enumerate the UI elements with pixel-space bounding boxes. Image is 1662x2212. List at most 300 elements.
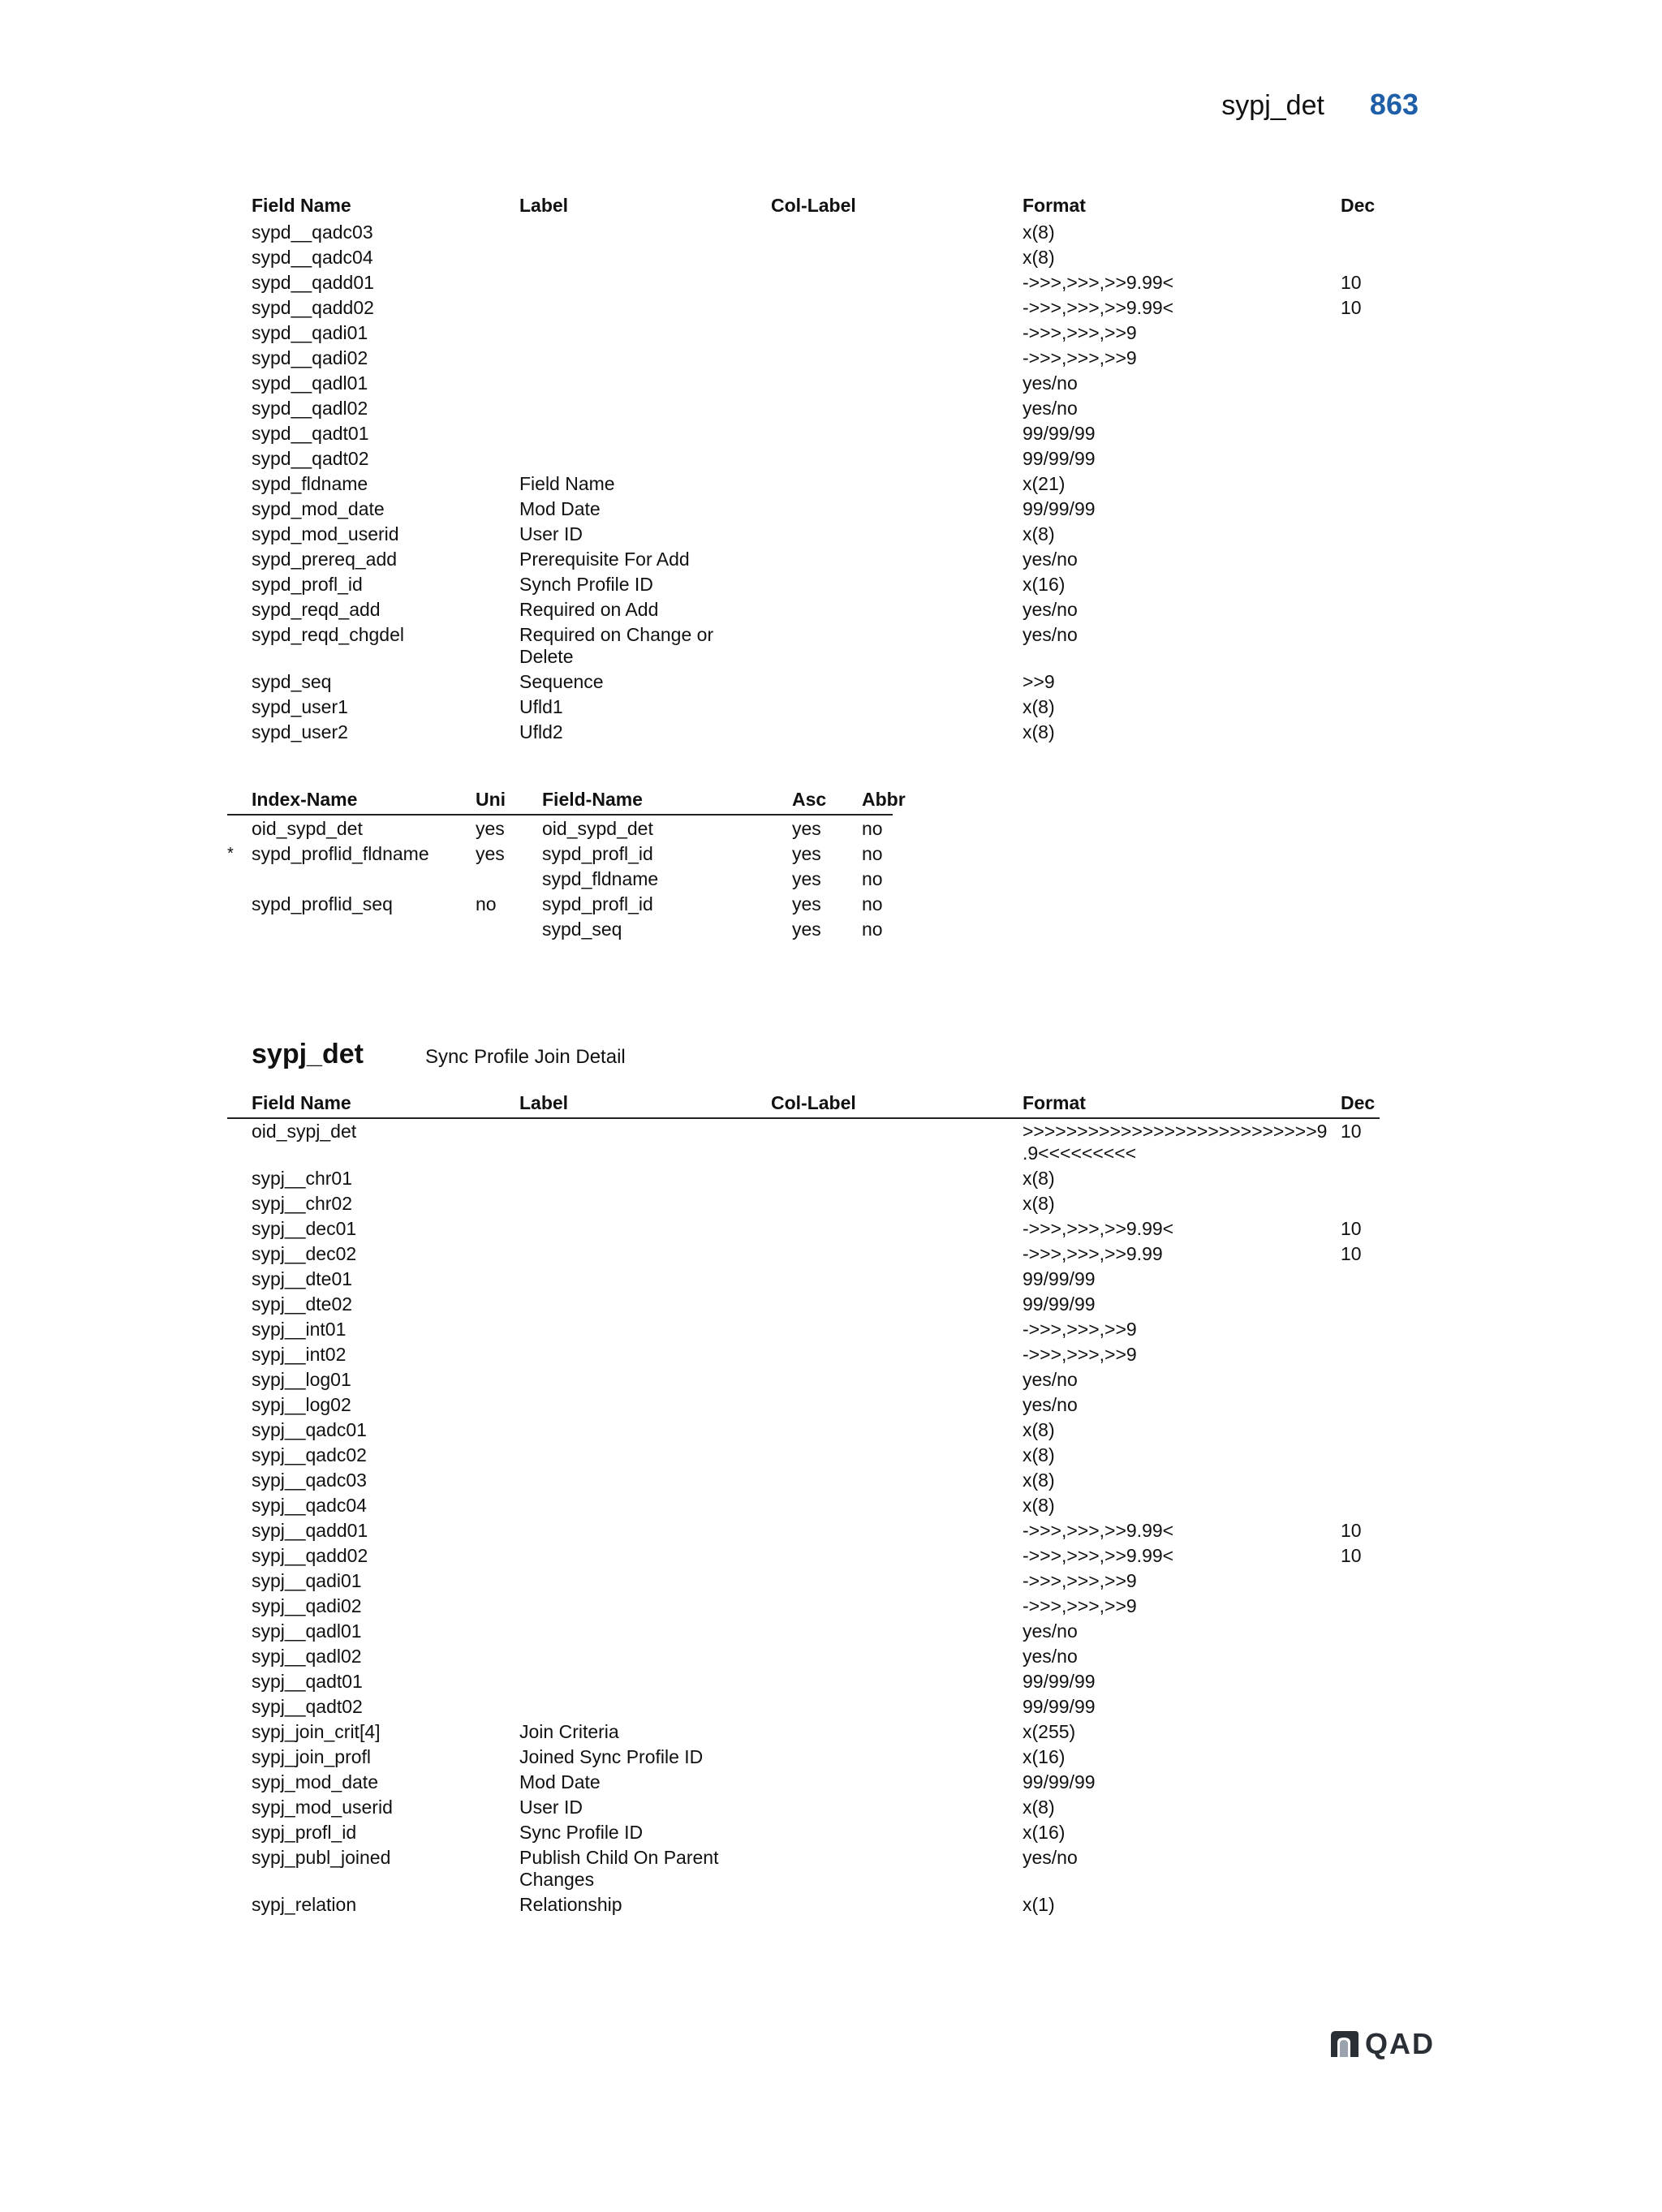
index-name-cell bbox=[227, 815, 451, 841]
table-row bbox=[227, 1594, 1380, 1619]
table-row bbox=[227, 1342, 1380, 1367]
col-label-cell bbox=[747, 1694, 998, 1719]
table-row bbox=[227, 622, 1380, 669]
format-cell: >>9 bbox=[1023, 671, 1055, 692]
dec-cell bbox=[1316, 1719, 1380, 1745]
dec-cell bbox=[1316, 1392, 1380, 1418]
label-cell bbox=[495, 295, 747, 321]
label-cell bbox=[495, 245, 747, 270]
col-label-cell bbox=[747, 622, 998, 669]
unique-cell: yes bbox=[476, 818, 505, 839]
dec-cell bbox=[1316, 1267, 1380, 1292]
table-row bbox=[227, 1166, 1380, 1191]
col-label-cell bbox=[747, 295, 998, 321]
format-cell: yes/no bbox=[1023, 1646, 1078, 1667]
field-name-cell: sypj__qadt01 bbox=[252, 1671, 363, 1692]
asc-cell: yes bbox=[792, 843, 821, 864]
table-row bbox=[227, 597, 1380, 622]
dec-cell: 10 bbox=[1341, 1121, 1362, 1142]
label-cell bbox=[495, 396, 747, 421]
index-row bbox=[227, 841, 893, 867]
col-label-cell bbox=[747, 1594, 998, 1619]
abbr-cell: no bbox=[862, 843, 883, 864]
table-row bbox=[227, 1493, 1380, 1518]
format-cell: ->>>,>>>,>>9.99< bbox=[1023, 297, 1174, 318]
qad-logo bbox=[1328, 2027, 1435, 2061]
field-name-cell: sypj__chr01 bbox=[252, 1168, 353, 1189]
dec-cell bbox=[1316, 1468, 1380, 1493]
label-cell bbox=[495, 1543, 747, 1569]
index-name-text: sypd_proflid_seq bbox=[252, 893, 393, 914]
col-label-cell bbox=[747, 446, 998, 471]
label-cell bbox=[495, 1694, 747, 1719]
table-row bbox=[227, 421, 1380, 446]
dec-cell bbox=[1316, 1166, 1380, 1191]
table-row bbox=[227, 1267, 1380, 1292]
field-name-cell: sypj__qadc01 bbox=[252, 1419, 367, 1440]
col-label-cell bbox=[747, 1795, 998, 1820]
field-name-cell: sypj__qadl02 bbox=[252, 1646, 362, 1667]
col-label-cell bbox=[747, 346, 998, 371]
format-cell: x(16) bbox=[1023, 1822, 1066, 1843]
dec-cell bbox=[1316, 720, 1380, 745]
format-cell: 99/99/99 bbox=[1023, 423, 1096, 444]
table-row bbox=[227, 396, 1380, 421]
col-label-cell bbox=[747, 396, 998, 421]
field-name-cell: sypd_reqd_chgdel bbox=[252, 624, 404, 645]
table-row bbox=[227, 1367, 1380, 1392]
label-cell: Mod Date bbox=[519, 498, 601, 519]
field-name-cell: sypj__dec01 bbox=[252, 1218, 357, 1239]
field-name-cell: sypd__qadl01 bbox=[252, 372, 368, 394]
field-table-sypd bbox=[227, 195, 1380, 745]
format-cell: ->>>,>>>,>>9 bbox=[1023, 322, 1137, 343]
field-name-cell: sypj__qadi02 bbox=[252, 1595, 362, 1616]
format-cell: x(8) bbox=[1023, 1797, 1055, 1818]
col-header-dec: Dec bbox=[1316, 1092, 1380, 1118]
dec-cell: 10 bbox=[1341, 1520, 1362, 1541]
label-cell bbox=[495, 1267, 747, 1292]
field-name-cell: sypd__qadi02 bbox=[252, 347, 368, 368]
dec-cell bbox=[1316, 321, 1380, 346]
col-label-cell bbox=[747, 1367, 998, 1392]
table-header-row bbox=[227, 1092, 1380, 1118]
format-cell: 99/99/99 bbox=[1023, 448, 1096, 469]
format-cell: x(16) bbox=[1023, 1746, 1066, 1767]
dec-cell: 10 bbox=[1341, 297, 1362, 318]
table-row bbox=[227, 1518, 1380, 1543]
label-cell bbox=[495, 446, 747, 471]
field-name-cell: sypj__dte02 bbox=[252, 1293, 353, 1315]
asc-cell: yes bbox=[792, 868, 821, 889]
qad-logo-icon bbox=[1328, 2029, 1360, 2059]
table-row bbox=[227, 1392, 1380, 1418]
table-row bbox=[227, 321, 1380, 346]
format-cell: x(8) bbox=[1023, 721, 1055, 742]
col-label-cell bbox=[747, 1619, 998, 1644]
dec-cell bbox=[1316, 1795, 1380, 1820]
unique-cell: no bbox=[476, 893, 497, 914]
dec-cell bbox=[1316, 1669, 1380, 1694]
format-cell: 99/99/99 bbox=[1023, 1293, 1096, 1315]
dec-cell bbox=[1316, 497, 1380, 522]
table-row bbox=[227, 1892, 1380, 1917]
label-cell bbox=[495, 1443, 747, 1468]
col-label-cell bbox=[747, 321, 998, 346]
table-row bbox=[227, 720, 1380, 745]
table-row bbox=[227, 1317, 1380, 1342]
dec-cell bbox=[1316, 421, 1380, 446]
dec-cell: 10 bbox=[1341, 272, 1362, 293]
dec-cell bbox=[1316, 1619, 1380, 1644]
format-cell: ->>>,>>>,>>9 bbox=[1023, 347, 1137, 368]
label-cell: Publish Child On Parent Changes bbox=[519, 1847, 719, 1890]
abbr-cell: no bbox=[862, 893, 883, 914]
col-label-cell bbox=[747, 1118, 998, 1166]
field-name-cell: sypd_profl_id bbox=[252, 574, 363, 595]
format-cell: ->>>,>>>,>>9.99< bbox=[1023, 1545, 1174, 1566]
table-row bbox=[227, 547, 1380, 572]
format-cell: x(8) bbox=[1023, 1193, 1055, 1214]
format-cell: 99/99/99 bbox=[1023, 1696, 1096, 1717]
col-header-col-label: Col-Label bbox=[771, 195, 856, 216]
table-row bbox=[227, 572, 1380, 597]
table-row bbox=[227, 497, 1380, 522]
label-cell: Synch Profile ID bbox=[519, 574, 653, 595]
col-header-uni: Uni bbox=[451, 787, 518, 815]
abbr-cell: no bbox=[862, 868, 883, 889]
label-cell bbox=[495, 1669, 747, 1694]
label-cell bbox=[495, 1191, 747, 1216]
format-cell: ->>>,>>>,>>9.99 bbox=[1023, 1243, 1163, 1264]
col-label-cell bbox=[747, 1493, 998, 1518]
label-cell: Ufld2 bbox=[519, 721, 563, 742]
col-label-cell bbox=[747, 522, 998, 547]
dec-cell bbox=[1316, 1367, 1380, 1392]
col-label-cell bbox=[747, 1892, 998, 1917]
unique-cell: yes bbox=[476, 843, 505, 864]
table-row bbox=[227, 446, 1380, 471]
field-name-cell: sypd__qadt01 bbox=[252, 423, 369, 444]
table-row bbox=[227, 1719, 1380, 1745]
col-header-format: Format bbox=[998, 1092, 1316, 1118]
col-label-cell bbox=[747, 1443, 998, 1468]
format-cell: yes/no bbox=[1023, 398, 1078, 419]
field-name-cell: sypj__dec02 bbox=[252, 1243, 357, 1264]
page-header bbox=[1221, 88, 1419, 122]
table-row bbox=[227, 471, 1380, 497]
col-label-cell bbox=[747, 371, 998, 396]
format-cell: x(21) bbox=[1023, 473, 1066, 494]
table-row bbox=[227, 1569, 1380, 1594]
field-name-cell: sypj_join_crit[4] bbox=[252, 1721, 381, 1742]
table-row bbox=[227, 1745, 1380, 1770]
col-label-cell bbox=[747, 1845, 998, 1892]
dec-cell bbox=[1316, 522, 1380, 547]
index-table bbox=[227, 787, 906, 942]
label-cell bbox=[495, 1468, 747, 1493]
col-label-cell bbox=[747, 270, 998, 295]
col-label-cell bbox=[747, 1518, 998, 1543]
field-name-cell: sypd_seq bbox=[252, 671, 332, 692]
field-name-cell: sypj__dte01 bbox=[252, 1268, 353, 1289]
col-header-dec: Dec bbox=[1341, 195, 1376, 216]
table-row bbox=[227, 1191, 1380, 1216]
index-field-cell: oid_sypd_det bbox=[542, 818, 653, 839]
format-cell: 99/99/99 bbox=[1023, 498, 1096, 519]
label-cell bbox=[495, 1118, 747, 1166]
col-label-cell bbox=[747, 1543, 998, 1569]
field-name-cell: sypj__int01 bbox=[252, 1319, 347, 1340]
col-header-field-name: Field Name bbox=[252, 195, 351, 216]
field-name-cell: sypd_mod_date bbox=[252, 498, 385, 519]
col-label-cell bbox=[747, 1669, 998, 1694]
field-name-cell: sypd__qadc04 bbox=[252, 247, 373, 268]
label-cell bbox=[495, 1392, 747, 1418]
label-cell: Sequence bbox=[519, 671, 604, 692]
col-label-cell bbox=[747, 695, 998, 720]
label-cell: User ID bbox=[519, 523, 583, 544]
table-row bbox=[227, 1669, 1380, 1694]
format-cell: x(8) bbox=[1023, 1444, 1055, 1465]
col-header-field-name: Field-Name bbox=[518, 787, 768, 815]
col-label-cell bbox=[747, 1292, 998, 1317]
table-row bbox=[227, 346, 1380, 371]
format-cell: ->>>,>>>,>>9 bbox=[1023, 1319, 1137, 1340]
label-cell bbox=[495, 1619, 747, 1644]
col-label-cell bbox=[747, 1418, 998, 1443]
format-cell: ->>>,>>>,>>9.99< bbox=[1023, 272, 1174, 293]
format-cell: ->>>,>>>,>>9.99< bbox=[1023, 1520, 1174, 1541]
field-name-cell: sypj_profl_id bbox=[252, 1822, 357, 1843]
field-name-cell: sypd_mod_userid bbox=[252, 523, 399, 544]
dec-cell bbox=[1316, 1745, 1380, 1770]
format-cell: yes/no bbox=[1023, 372, 1078, 394]
unique-cell bbox=[451, 867, 518, 892]
col-label-cell bbox=[747, 1468, 998, 1493]
format-cell: x(255) bbox=[1023, 1721, 1076, 1742]
label-cell: Joined Sync Profile ID bbox=[519, 1746, 704, 1767]
field-name-cell: sypd__qadi01 bbox=[252, 322, 368, 343]
col-label-cell bbox=[747, 1267, 998, 1292]
dec-cell bbox=[1316, 1845, 1380, 1892]
index-name-cell bbox=[227, 867, 451, 892]
table-row bbox=[227, 522, 1380, 547]
format-cell: x(8) bbox=[1023, 696, 1055, 717]
table-row bbox=[227, 1418, 1380, 1443]
label-cell: Sync Profile ID bbox=[519, 1822, 644, 1843]
field-name-cell: sypj_relation bbox=[252, 1894, 357, 1915]
running-title: sypj_det bbox=[1221, 90, 1324, 121]
field-name-cell: sypj_mod_date bbox=[252, 1771, 378, 1792]
label-cell bbox=[495, 1644, 747, 1669]
table-row bbox=[227, 1543, 1380, 1569]
col-header-field-name: Field Name bbox=[227, 1092, 495, 1118]
dec-cell bbox=[1316, 371, 1380, 396]
label-cell: Join Criteria bbox=[519, 1721, 619, 1742]
col-header-col-label: Col-Label bbox=[747, 1092, 998, 1118]
dec-cell bbox=[1316, 1694, 1380, 1719]
field-table-sypj bbox=[227, 1092, 1380, 1917]
field-name-cell: sypd_user1 bbox=[252, 696, 348, 717]
label-cell bbox=[495, 1367, 747, 1392]
label-cell bbox=[495, 1166, 747, 1191]
table-row bbox=[227, 1694, 1380, 1719]
dec-cell bbox=[1316, 1342, 1380, 1367]
table-row bbox=[227, 1795, 1380, 1820]
field-name-cell: sypj__qadd01 bbox=[252, 1520, 368, 1541]
label-cell: Mod Date bbox=[519, 1771, 601, 1792]
label-cell: Required on Add bbox=[519, 599, 659, 620]
index-name-cell bbox=[227, 841, 451, 867]
field-name-cell: sypj__qadt02 bbox=[252, 1696, 363, 1717]
label-cell bbox=[495, 1493, 747, 1518]
format-cell: >>>>>>>>>>>>>>>>>>>>>>>>>>>9 .9<<<<<<<<< bbox=[1023, 1121, 1328, 1164]
table-row bbox=[227, 1292, 1380, 1317]
format-cell: yes/no bbox=[1023, 1394, 1078, 1415]
format-cell: ->>>,>>>,>>9 bbox=[1023, 1344, 1137, 1365]
page-number: 863 bbox=[1369, 88, 1419, 121]
index-field-cell: sypd_fldname bbox=[542, 868, 659, 889]
table-row bbox=[227, 695, 1380, 720]
table-row bbox=[227, 1644, 1380, 1669]
asc-cell: yes bbox=[792, 818, 821, 839]
abbr-cell: no bbox=[862, 919, 883, 940]
field-name-cell: sypd_user2 bbox=[252, 721, 348, 742]
label-cell bbox=[495, 421, 747, 446]
col-label-cell bbox=[747, 1216, 998, 1242]
field-name-cell: sypd__qadl02 bbox=[252, 398, 368, 419]
format-cell: yes/no bbox=[1023, 624, 1078, 645]
index-field-cell: sypd_profl_id bbox=[542, 843, 653, 864]
index-field-cell: sypd_seq bbox=[542, 919, 622, 940]
label-cell bbox=[495, 1317, 747, 1342]
field-name-cell: sypj_publ_joined bbox=[252, 1847, 391, 1868]
label-cell bbox=[495, 346, 747, 371]
col-label-cell bbox=[747, 1644, 998, 1669]
field-name-cell: sypj__qadd02 bbox=[252, 1545, 368, 1566]
format-cell: x(8) bbox=[1023, 1168, 1055, 1189]
label-cell: Relationship bbox=[519, 1894, 622, 1915]
table-row bbox=[227, 1242, 1380, 1267]
col-label-cell bbox=[747, 1166, 998, 1191]
field-name-cell: sypd_reqd_add bbox=[252, 599, 381, 620]
index-name-cell bbox=[227, 917, 451, 942]
col-label-cell bbox=[747, 669, 998, 695]
label-cell: Ufld1 bbox=[519, 696, 563, 717]
dec-cell bbox=[1316, 695, 1380, 720]
col-label-cell bbox=[747, 597, 998, 622]
label-cell bbox=[495, 1216, 747, 1242]
dec-cell bbox=[1316, 220, 1380, 245]
dec-cell bbox=[1316, 1418, 1380, 1443]
col-header-abbr: Abbr bbox=[837, 787, 893, 815]
table-row bbox=[227, 371, 1380, 396]
col-label-cell bbox=[747, 1569, 998, 1594]
dec-cell bbox=[1316, 446, 1380, 471]
label-cell bbox=[495, 1594, 747, 1619]
table-row bbox=[227, 270, 1380, 295]
label-cell: Prerequisite For Add bbox=[519, 549, 690, 570]
dec-cell bbox=[1316, 547, 1380, 572]
dec-cell bbox=[1316, 1443, 1380, 1468]
dec-cell bbox=[1316, 396, 1380, 421]
col-label-cell bbox=[747, 720, 998, 745]
field-name-cell: sypd__qadc03 bbox=[252, 222, 373, 243]
field-name-cell: oid_sypj_det bbox=[252, 1121, 357, 1142]
col-label-cell bbox=[747, 1242, 998, 1267]
col-label-cell bbox=[747, 245, 998, 270]
dec-cell bbox=[1316, 346, 1380, 371]
table-header-row bbox=[227, 195, 1380, 220]
index-row bbox=[227, 917, 893, 942]
label-cell bbox=[495, 220, 747, 245]
field-name-cell: sypj__qadc04 bbox=[252, 1495, 367, 1516]
dec-cell bbox=[1316, 669, 1380, 695]
format-cell: yes/no bbox=[1023, 1847, 1078, 1868]
unique-cell bbox=[451, 917, 518, 942]
col-label-cell bbox=[747, 421, 998, 446]
field-name-cell: sypj__qadc02 bbox=[252, 1444, 367, 1465]
index-header-row bbox=[227, 787, 893, 815]
dec-cell bbox=[1316, 1644, 1380, 1669]
format-cell: 99/99/99 bbox=[1023, 1268, 1096, 1289]
table-row bbox=[227, 295, 1380, 321]
label-cell bbox=[495, 1569, 747, 1594]
col-label-cell bbox=[747, 1770, 998, 1795]
format-cell: ->>>,>>>,>>9 bbox=[1023, 1595, 1137, 1616]
dec-cell bbox=[1316, 622, 1380, 669]
table-row bbox=[227, 1216, 1380, 1242]
field-name-cell: sypj__log01 bbox=[252, 1369, 351, 1390]
table-row bbox=[227, 1770, 1380, 1795]
section-title: sypj_det bbox=[252, 1039, 364, 1069]
field-name-cell: sypj_join_profl bbox=[252, 1746, 372, 1767]
col-label-cell bbox=[747, 547, 998, 572]
label-cell: Required on Change or Delete bbox=[519, 624, 714, 667]
format-cell: x(8) bbox=[1023, 1470, 1055, 1491]
dec-cell bbox=[1316, 597, 1380, 622]
col-label-cell bbox=[747, 1745, 998, 1770]
field-name-cell: sypj__int02 bbox=[252, 1344, 347, 1365]
col-header-label: Label bbox=[519, 195, 569, 216]
label-cell: User ID bbox=[519, 1797, 583, 1818]
index-row bbox=[227, 815, 893, 841]
format-cell: yes/no bbox=[1023, 1369, 1078, 1390]
format-cell: 99/99/99 bbox=[1023, 1771, 1096, 1792]
col-header-label: Label bbox=[495, 1092, 747, 1118]
col-label-cell bbox=[747, 1820, 998, 1845]
abbr-cell: no bbox=[862, 818, 883, 839]
table-row bbox=[227, 1468, 1380, 1493]
index-name-text: sypd_proflid_fldname bbox=[252, 843, 429, 864]
table-row bbox=[227, 245, 1380, 270]
col-label-cell bbox=[747, 1342, 998, 1367]
col-header-index-name: Index-Name bbox=[227, 787, 451, 815]
label-cell bbox=[495, 1292, 747, 1317]
field-name-cell: sypd__qadt02 bbox=[252, 448, 369, 469]
dec-cell bbox=[1316, 1892, 1380, 1917]
col-header-asc: Asc bbox=[768, 787, 837, 815]
col-label-cell bbox=[747, 497, 998, 522]
dec-cell bbox=[1316, 245, 1380, 270]
primary-index-marker: * bbox=[227, 845, 234, 863]
table-row bbox=[227, 1820, 1380, 1845]
col-label-cell bbox=[747, 471, 998, 497]
label-cell bbox=[495, 1518, 747, 1543]
label-cell bbox=[495, 1242, 747, 1267]
col-label-cell bbox=[747, 220, 998, 245]
